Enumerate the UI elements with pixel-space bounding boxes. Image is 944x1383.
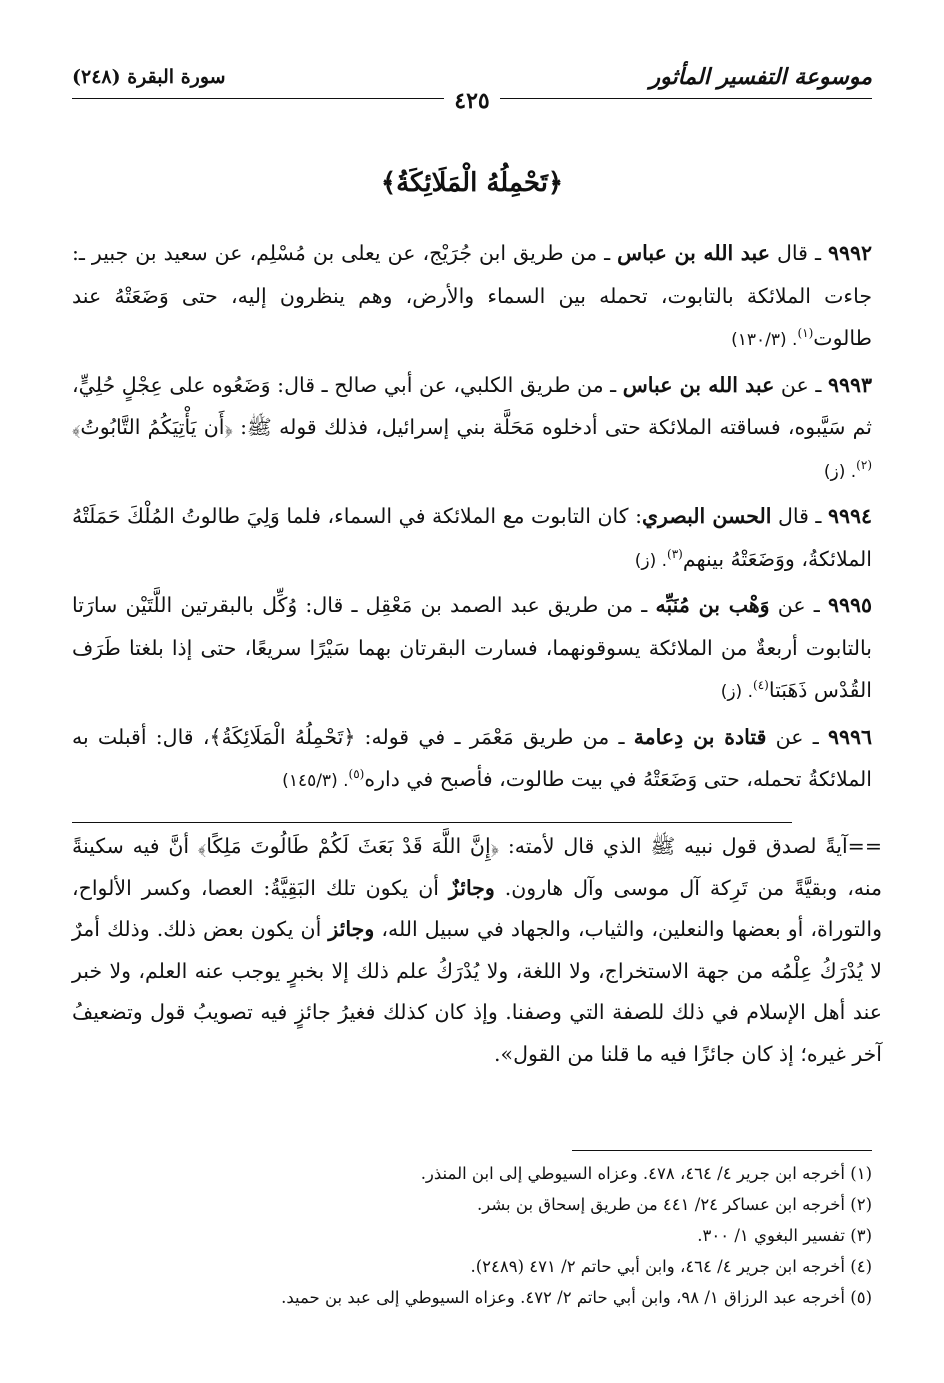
section-divider	[72, 822, 792, 823]
footnote-3: (٣) تفسير البغوي ١/ ٣٠٠.	[697, 1226, 872, 1245]
footnote-divider	[572, 1150, 872, 1151]
entry-number: ٩٩٩٤	[827, 504, 872, 528]
commentary-text: أن يكون تلك البَقِيَّةُ: العصا، وكسر الألواح، والتوراة، أو بعضها والنعلين، والثياب، والجهاد في سبيل الله،	[72, 875, 883, 941]
entry-lead: ـ عن	[769, 593, 828, 617]
footnote-marker: (٣)	[667, 546, 683, 561]
entry-text: : كان التابوت مع الملائكة في السماء، فلما وَلِيَ طالوتُ المُلْكَ حَمَلَتْهُ الملائكةُ، ووَضَعَتْهُ بينهم	[72, 504, 872, 571]
narrator-name: قتادة بن دِعامة	[633, 724, 767, 749]
entry-9994	[72, 495, 872, 582]
entry-lead: ـ قال	[771, 504, 828, 528]
entry-number: ٩٩٩٦	[827, 724, 872, 749]
entry-lead: ـ عن	[774, 372, 828, 397]
entry-lead: ـ عن	[766, 724, 828, 749]
narrator-name: عبد الله بن عباس	[617, 241, 770, 265]
main-text	[72, 232, 872, 805]
footnote-4: (٤) أخرجه ابن جرير ٤/ ٤٦٤، وابن أبي حاتم ٢/ ٤٧١ (٢٤٨٩).	[470, 1257, 872, 1276]
footnote-5: (٥) أخرجه عبد الرزاق ١/ ٩٨، وابن أبي حاتم ٢/ ٤٧٢. وعزاه السيوطي إلى عبد بن حميد.	[281, 1288, 872, 1307]
commentary-emphasis: وجائز	[328, 917, 375, 941]
book-title: موسوعة التفسير المأثور	[649, 64, 872, 90]
entry-text: ـ من طريق عبد الصمد بن مَعْقِل ـ قال: وُكِّل بالبقرتين اللَّتَيْن سارَتا بالتابوت أربعةٌ من الملائكة يسوقونهما، فسارت البقرتان بهما سَيْرًا سريعًا، حتى إذا بلغتا طَرَف القُدْس ذَهَبَتا	[72, 593, 872, 702]
footnote-marker: (١)	[797, 326, 814, 341]
entry-number: ٩٩٩٥	[827, 593, 872, 617]
narrator-name: وَهْب بن مُنَبِّه	[655, 593, 770, 617]
footnote-marker: (٢)	[856, 457, 872, 472]
footnote-marker: (٤)	[753, 678, 769, 693]
cross-reference: . (١٤٥/٣)	[282, 771, 349, 791]
page-number-wrap	[0, 88, 944, 114]
commentary-text: ==آيةً لصدق قول نبيه ﷺ الذي قال لأمته: ﴿إِنَّ اللَّهَ قَدْ بَعَثَ لَكُمْ طَالُوتَ مَلِكًا﴾ أنَّ فيه سكينةً منه، وبقيَّةً من تَرِكة آل موسى وآل هارون.	[72, 834, 882, 900]
entry-text: ـ من طريق مَعْمَر ـ في قوله: ﴿تَحْمِلُهُ الْمَلَائِكَةُ﴾، قال: أقبلت به الملائكةُ تحمله، حتى وَضَعَتْهُ في بيت طالوت، فأصبح في داره	[72, 724, 872, 791]
cross-reference: . (ز)	[720, 682, 753, 702]
narrator-name: الحسن البصري	[641, 504, 772, 528]
cross-reference: . (ز)	[634, 550, 668, 571]
cross-reference: . (ز)	[823, 461, 857, 482]
page-number: ٤٢٥	[444, 88, 499, 114]
footnote-marker: (٥)	[348, 767, 365, 782]
continued-commentary	[72, 826, 882, 1075]
surah-reference: سورة البقرة (٢٤٨)	[72, 66, 226, 88]
footnotes	[72, 1158, 872, 1313]
entry-number: ٩٩٩٣	[827, 372, 872, 397]
entry-lead: ـ قال	[769, 241, 828, 265]
entry-9992	[72, 232, 872, 362]
entry-9993	[72, 364, 872, 494]
entry-text: ـ من طريق ابن جُرَيْج، عن يعلى بن مُسْلِم، عن سعيد بن جبير ـ: جاءت الملائكة بالتابوت، تحمله بين السماء والأرض، وهم ينظرون إليه، حتى وَضَعَتْهُ عند طالوت	[72, 241, 872, 350]
entry-9996	[72, 716, 872, 803]
footnote-1: (١) أخرجه ابن جرير ٤/ ٤٦٤، ٤٧٨. وعزاه السيوطي إلى ابن المنذر.	[420, 1164, 872, 1183]
footnote-2: (٢) أخرجه ابن عساكر ٢٤/ ٤٤١ من طريق إسحاق بن بشر.	[476, 1195, 872, 1214]
entry-9995	[72, 584, 872, 714]
commentary-text: أن يكون بعض ذلك. وذلك أمرٌ لا يُدْرَكُ عِلْمُه من جهة الاستخراج، ولا اللغة، ولا يُدْرَكُ علم ذلك إلا بخبرٍ يوجب عنه العلم، ولا خبر عند أهل الإسلام في ذلك للصفة التي وصفنا. وإذ كان كذلك فغيرُ جائزٍ فيه تصويبُ قول وتضعيفُ آخر غيره؛ إذ كان جائزًا فيه ما قلنا من القول».	[72, 917, 882, 1066]
narrator-name: عبد الله بن عباس	[622, 372, 775, 397]
section-title: ﴿تَحْمِلُهُ الْمَلَائِكَةُ﴾	[380, 168, 564, 198]
entry-number: ٩٩٩٢	[827, 241, 873, 265]
entry-text: ـ من طريق الكلبي، عن أبي صالح ـ قال: وَضَعُوه على عِجْلٍ حُلِيٍّ، ثم سَيَّبوه، فساقته الملائكة حتى أدخلوه مَحَلَّة بني إسرائيل، فذلك قوله ﷺ: ﴿أَن يَأْتِيَكُمُ التَّابُوتُ﴾	[72, 372, 872, 439]
commentary-emphasis: وجائزٌ	[448, 875, 495, 900]
cross-reference: . (١٣٠/٣)	[731, 330, 798, 350]
